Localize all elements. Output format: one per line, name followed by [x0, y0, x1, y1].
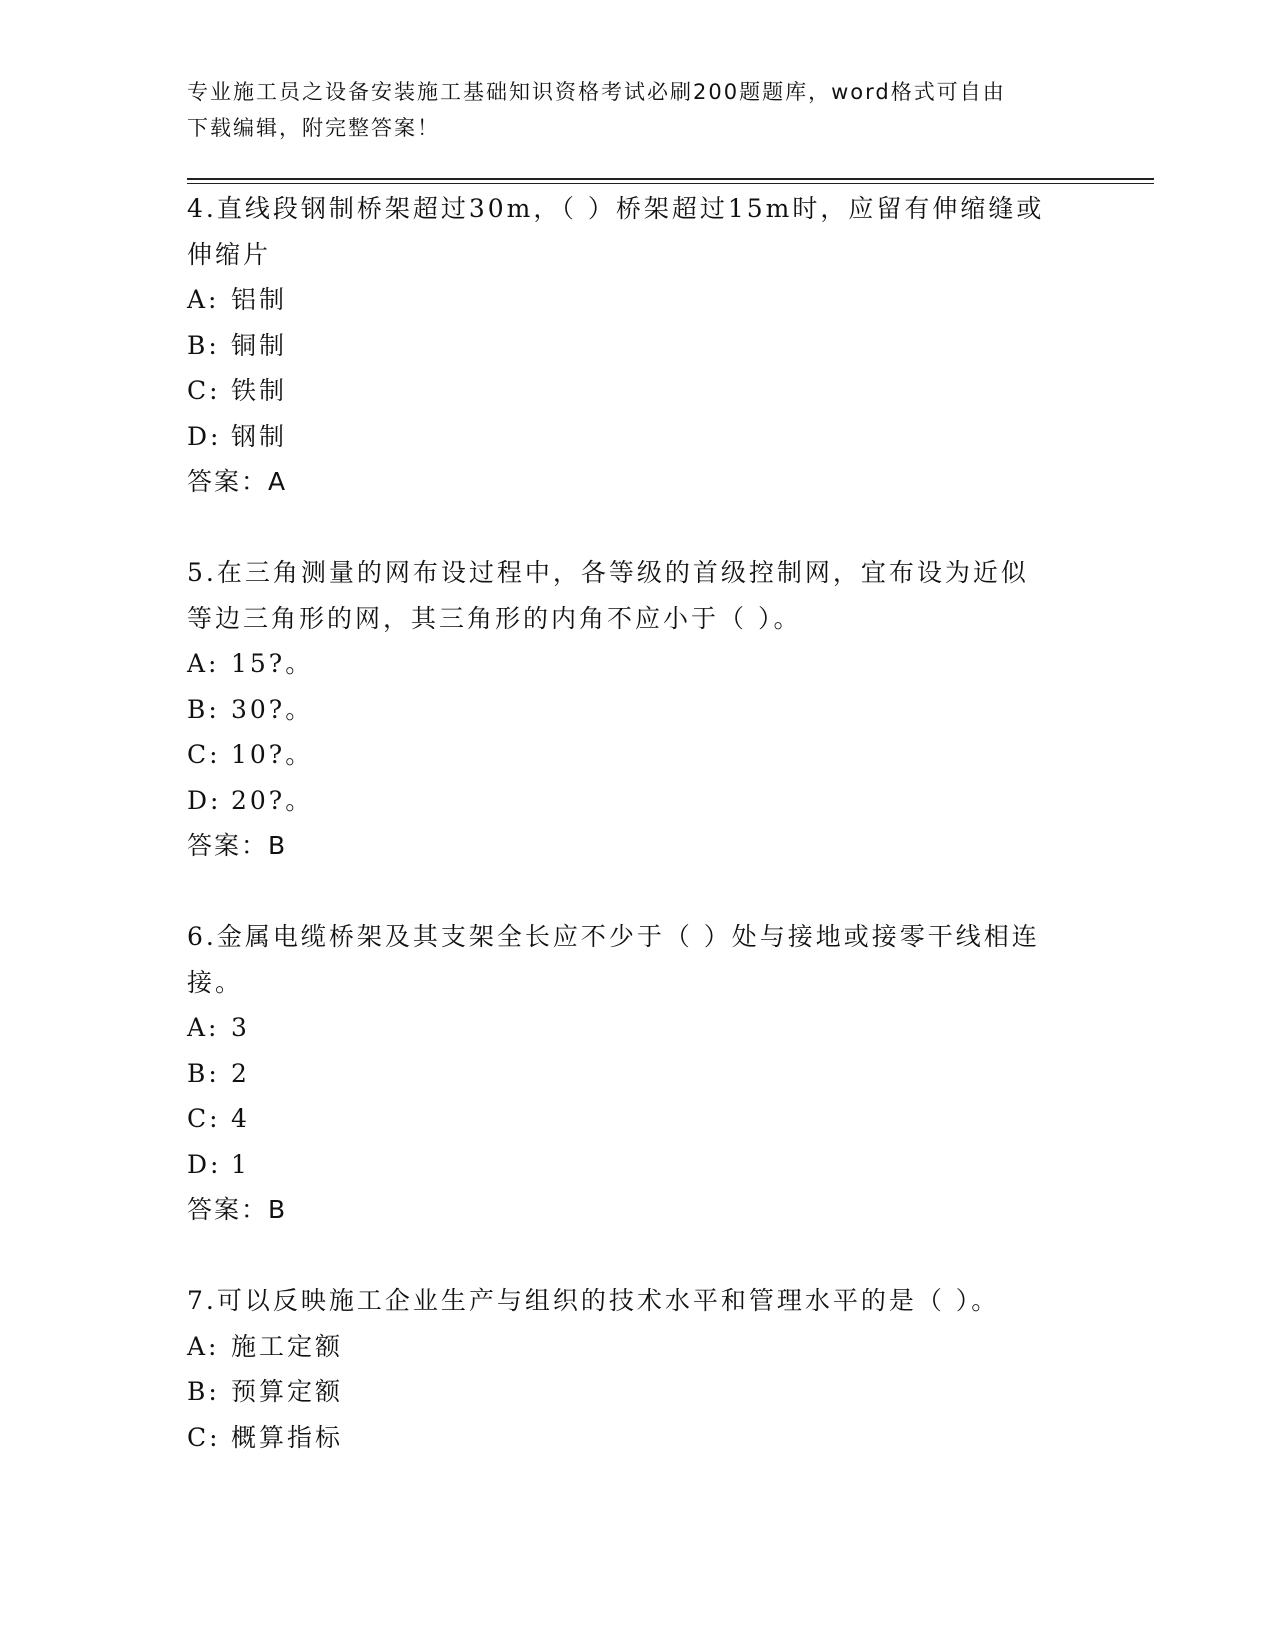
option-text: 20?。: [231, 785, 314, 815]
header-line-2: 下载编辑，附完整答案！: [187, 116, 440, 140]
option-text: 1: [231, 1149, 250, 1179]
option-a: [187, 277, 1087, 323]
option-c: [187, 368, 1087, 414]
answer-line: 答案：B: [187, 831, 288, 860]
question-stem-line-1: 7.可以反映施工企业生产与组织的技术水平和管理水平的是（ ）。: [187, 1286, 1000, 1315]
option-b: [187, 687, 1087, 733]
option-text: 铜制: [231, 330, 288, 360]
option-key: A:: [187, 285, 220, 314]
option-text: 铝制: [231, 285, 288, 314]
answer-line: 答案：A: [187, 467, 288, 496]
option-key: B:: [187, 1058, 220, 1088]
option-text: 钢制: [231, 421, 288, 451]
question-stem-line-2: 接。: [187, 967, 244, 997]
option-text: 概算指标: [231, 1422, 344, 1452]
option-key: D:: [187, 785, 222, 815]
header-divider-thin: [187, 183, 1154, 184]
option-b: [187, 1051, 1087, 1097]
option-text: 铁制: [231, 376, 288, 405]
option-key: C:: [187, 1104, 221, 1133]
option-key: A:: [187, 649, 220, 678]
question-7: [187, 1278, 1087, 1460]
option-b: [187, 1369, 1087, 1415]
option-key: C:: [187, 376, 221, 405]
option-key: C:: [187, 740, 221, 769]
question-stem-line-1: 5.在三角测量的网布设过程中，各等级的首级控制网，宜布设为近似: [187, 558, 1029, 587]
option-key: B:: [187, 694, 220, 724]
option-b: [187, 323, 1087, 369]
option-a: [187, 1005, 1087, 1051]
option-d: [187, 414, 1087, 460]
option-key: A:: [187, 1013, 220, 1042]
document-header: [187, 74, 1067, 146]
option-key: C:: [187, 1422, 221, 1452]
question-4: [187, 186, 1087, 505]
option-text: 施工定额: [231, 1331, 344, 1361]
option-text: 3: [231, 1013, 250, 1042]
option-d: [187, 778, 1087, 824]
header-line-1: 专业施工员之设备安装施工基础知识资格考试必刷200题题库，word格式可自由: [187, 80, 1006, 104]
option-text: 30?。: [231, 694, 314, 724]
option-c: [187, 732, 1087, 778]
question-stem-line-1: 6.金属电缆桥架及其支架全长应不少于（ ）处与接地或接零干线相连: [187, 922, 1040, 951]
option-a: [187, 641, 1087, 687]
option-key: B:: [187, 1377, 220, 1406]
option-d: [187, 1142, 1087, 1188]
option-c: [187, 1415, 1087, 1461]
option-c: [187, 1096, 1087, 1142]
option-text: 15?。: [231, 649, 314, 678]
option-text: 10?。: [231, 740, 314, 769]
question-5: [187, 550, 1087, 869]
option-key: D:: [187, 1149, 222, 1179]
question-stem-line-2: 伸缩片: [187, 239, 272, 269]
question-stem-line-1: 4.直线段钢制桥架超过30m，（ ）桥架超过15m时，应留有伸缩缝或: [187, 194, 1045, 223]
question-stem-line-2: 等边三角形的网，其三角形的内角不应小于（ ）。: [187, 603, 802, 633]
option-key: B:: [187, 330, 220, 360]
header-divider-thick: [187, 178, 1154, 180]
option-a: [187, 1324, 1087, 1370]
option-key: D:: [187, 421, 222, 451]
option-text: 2: [231, 1058, 250, 1088]
option-text: 预算定额: [231, 1377, 344, 1406]
answer-line: 答案：B: [187, 1195, 288, 1224]
option-key: A:: [187, 1331, 220, 1361]
question-6: [187, 914, 1087, 1233]
option-text: 4: [231, 1104, 250, 1133]
